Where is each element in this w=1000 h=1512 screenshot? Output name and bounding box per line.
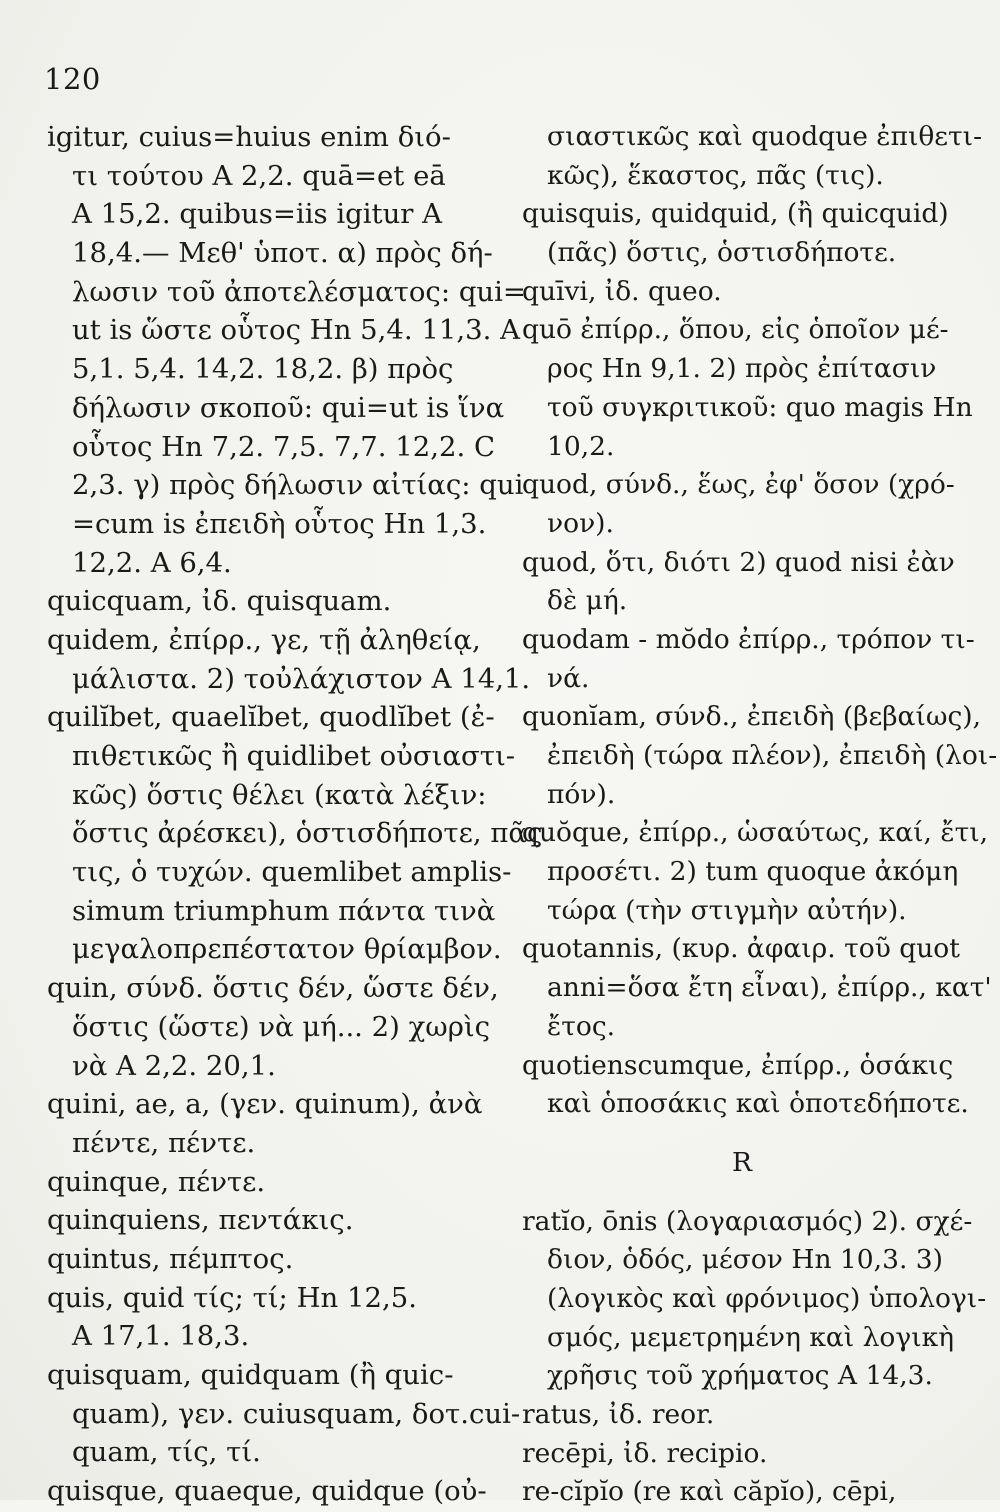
dictionary-line: A 17,1. 18,3. [72,1320,250,1353]
dictionary-line: quam, τίς, τί. [72,1436,261,1469]
dictionary-line: quinquiens, πεντάκις. [47,1204,354,1237]
dictionary-line: τις, ὁ τυχών. quemlibet amplis- [72,856,512,889]
dictionary-line: quidem, ἐπίρρ., γε, τῇ ἀληθείᾳ, [47,623,481,656]
dictionary-line: τώρα (τὴν στιγμὴν αὐτήν). [547,894,907,926]
dictionary-line: quīvi, ἰδ. queo. [522,275,722,307]
dictionary-line: quilĭbet, quaelĭbet, quodlĭbet (ἐ- [47,701,495,734]
dictionary-line: (λογικὸς καὶ φρόνιμος) ὑπολογι- [547,1282,987,1314]
dictionary-line: προσέτι. 2) tum quoque ἀκόμη [547,856,959,888]
dictionary-line: quotienscumque, ἐπίρρ., ὁσάκις [522,1049,954,1081]
dictionary-line: =cum is ἐπειδὴ οὗτος Hn 1,3. [72,507,487,540]
dictionary-line: νὰ A 2,2. 20,1. [72,1049,276,1082]
dictionary-line: quam), γεν. cuiusquam, δοτ.cui- [72,1397,521,1430]
dictionary-line: quonĭam, σύνδ., ἐπειδὴ (βεβαίως), [522,701,982,733]
dictionary-line: σμός, μεμετρημένη καὶ λογικὴ [547,1321,955,1353]
dictionary-line: quisque, quaeque, quidque (οὐ- [47,1475,487,1508]
dictionary-line: quō ἐπίρρ., ὅπου, εἰς ὁποῖον μέ- [522,314,949,346]
dictionary-line: quŏque, ἐπίρρ., ὡσαύτως, καί, ἔτι, [522,817,989,849]
dictionary-line: quisquis, quidquid, (ἢ quicquid) [522,198,949,230]
dictionary-line: quintus, πέμπτος. [47,1242,294,1275]
dictionary-line: δήλωσιν σκοποῦ: qui=ut is ἵνα [72,391,505,424]
dictionary-line: ratĭo, ōnis (λογαριασμός) 2). σχέ- [522,1205,973,1237]
dictionary-line: ἔτος. [547,1010,616,1042]
dictionary-line: quicquam, ἰδ. quisquam. [47,585,392,618]
dictionary-line: 18,4.— Μεθ' ὑποτ. α) πρὸς δή- [72,237,493,270]
dictionary-line: ἐπειδὴ (τώρα πλέον), ἐπειδὴ (λοι- [547,740,998,771]
dictionary-line: χρῆσις τοῦ χρήματος A 14,3. [547,1360,933,1392]
dictionary-line: μάλιστα. 2) τοὐλάχιστον A 14,1. [72,662,531,695]
dictionary-line: ratus, ἰδ. reor. [522,1399,715,1430]
section-letter-heading: R [732,1146,752,1178]
dictionary-line: διον, ὁδός, μέσον Hn 10,3. 3) [547,1244,943,1276]
dictionary-line: ὅστις (ὥστε) νὰ μή... 2) χωρὶς [72,1010,491,1043]
dictionary-line: anni=ὅσα ἔτη εἶναι), ἐπίρρ., κατ' [547,972,992,1004]
dictionary-line: ρος Hn 9,1. 2) πρὸς ἐπίτασιν [547,353,937,385]
dictionary-line: recēpi, ἰδ. recipio. [522,1437,768,1469]
dictionary-line: λωσιν τοῦ ἀποτελέσματος: qui= [72,275,526,308]
dictionary-line: quis, quid τίς; τί; Hn 12,5. [47,1281,417,1314]
dictionary-line: νά. [547,662,590,694]
dictionary-line: quotannis, (κυρ. ἀφαιρ. τοῦ quot [522,933,960,965]
dictionary-line: κῶς) ὅστις θέλει (κατὰ λέξιν: [72,778,487,811]
dictionary-line: πέντε, πέντε. [72,1126,256,1159]
dictionary-line: quod, ὅτι, διότι 2) quod nisi ἐὰν [522,546,955,578]
dictionary-line: μεγαλοπρεπέστατον θρίαμβον. [72,933,502,966]
dictionary-line: 5,1. 5,4. 14,2. 18,2. β) πρὸς [72,353,454,386]
dictionary-line: σιαστικῶς καὶ quodque ἐπιθετι- [547,121,983,152]
dictionary-line: igitur, cuius=huius enim διό- [47,121,451,153]
dictionary-line: quin, σύνδ. ὅστις δέν, ὥστε δέν, [47,972,499,1005]
dictionary-line: ὅστις ἀρέσκει), ὁστισδήποτε, πᾶς [72,817,543,850]
dictionary-line: quod, σύνδ., ἕως, ἐφ' ὅσον (χρό- [522,469,955,501]
dictionary-line: quisquam, quidquam (ἢ quic- [47,1359,454,1391]
dictionary-line: νον). [547,507,614,539]
dictionary-line: κῶς), ἕκαστος, πᾶς (τις). [547,159,884,191]
dictionary-line: δὲ μή. [547,585,628,617]
dictionary-line: πιθετικῶς ἢ quidlibet οὐσιαστι- [72,740,516,772]
dictionary-line: simum triumphum πάντα τινὰ [72,894,496,927]
page-number: 120 [44,62,101,96]
dictionary-line: 2,3. γ) πρὸς δήλωσιν αἰτίας: qui [72,469,524,502]
dictionary-line: καὶ ὁποσάκις καὶ ὁποτεδήποτε. [547,1088,969,1120]
right-column [522,118,998,1512]
dictionary-line: τι τούτου A 2,2. quā=et eā [72,159,446,192]
dictionary-line: 10,2. [547,430,615,462]
dictionary-line: quini, ae, a, (γεν. quinum), ἀνὰ [47,1088,483,1121]
dictionary-line: A 15,2. quibus=iis igitur A [72,198,443,231]
dictionary-line: 12,2. A 6,4. [72,546,232,579]
dictionary-line: (πᾶς) ὅστις, ὁστισδήποτε. [547,237,897,269]
dictionary-line: τοῦ συγκριτικοῦ: quo magis Hn [547,391,973,423]
dictionary-line: quodam - mŏdo ἐπίρρ., τρόπον τι- [522,623,975,655]
dictionary-line: πόν). [547,778,616,810]
dictionary-line: ut is ὥστε οὗτος Hn 5,4. 11,3. A [72,314,520,347]
dictionary-line: quinque, πέντε. [47,1165,266,1198]
dictionary-line: οὗτος Hn 7,2. 7,5. 7,7. 12,2. C [72,430,496,463]
dictionary-line: re-cĭpĭo (re καὶ căpĭo), cēpi, [522,1476,897,1508]
left-column [47,118,543,1511]
